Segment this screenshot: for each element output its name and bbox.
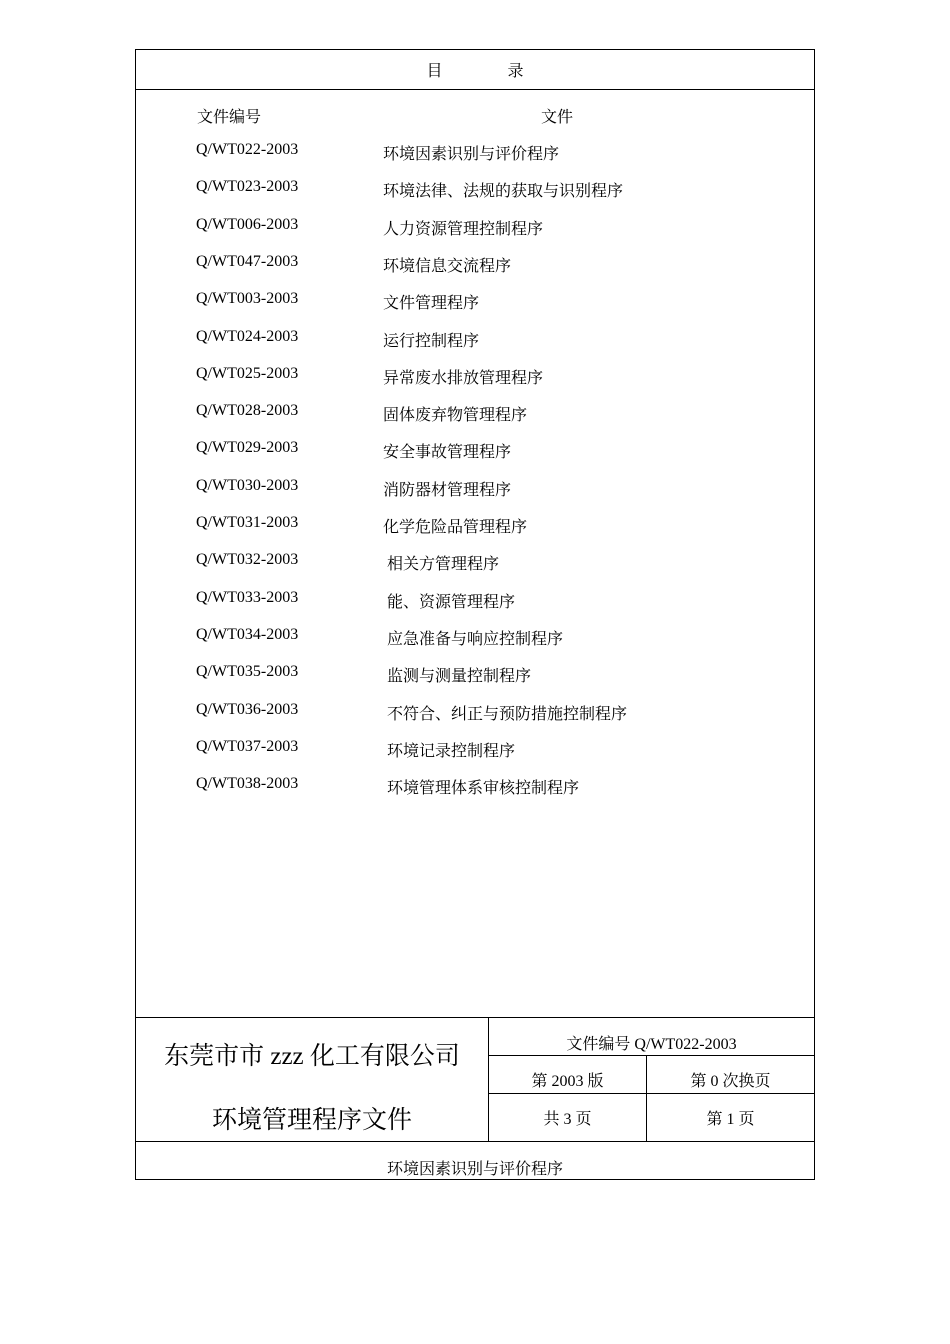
toc-row bbox=[136, 551, 814, 575]
toc-row-code: Q/WT036-2003 bbox=[196, 700, 299, 718]
document-type: 环境管理程序文件 bbox=[211, 1107, 412, 1134]
column-header-code: 文件编号 bbox=[197, 109, 262, 126]
toc-row bbox=[136, 738, 814, 762]
toc-row-code: Q/WT003-2003 bbox=[196, 290, 299, 308]
toc-row-name: 环境因素识别与评价程序 bbox=[383, 146, 560, 163]
company-block bbox=[136, 1018, 489, 1141]
toc-row-name: 能、资源管理程序 bbox=[387, 593, 516, 611]
toc-row-name: 环境信息交流程序 bbox=[383, 257, 512, 275]
toc-row-code: Q/WT034-2003 bbox=[196, 625, 299, 643]
toc-row-code: Q/WT030-2003 bbox=[196, 476, 299, 494]
pages-row bbox=[489, 1094, 814, 1141]
toc-row-code: Q/WT033-2003 bbox=[196, 588, 299, 606]
toc-row-code: Q/WT029-2003 bbox=[196, 439, 299, 457]
toc-row-code: Q/WT038-2003 bbox=[196, 775, 299, 793]
toc-row-name: 监测与测量控制程序 bbox=[387, 668, 532, 686]
toc-row bbox=[136, 663, 814, 687]
document-number: 文件编号 Q/WT022-2003 bbox=[489, 1018, 814, 1056]
toc-title-right: 录 bbox=[507, 63, 524, 80]
toc-row-name: 固体废弃物管理程序 bbox=[383, 407, 528, 425]
toc-row-name: 环境法律、法规的获取与识别程序 bbox=[383, 183, 624, 201]
toc-row-code: Q/WT023-2003 bbox=[196, 178, 299, 196]
toc-title-left: 目 bbox=[426, 63, 443, 80]
toc-row-name: 文件管理程序 bbox=[383, 295, 480, 313]
toc-row-name: 运行控制程序 bbox=[383, 332, 480, 350]
toc-row-code: Q/WT047-2003 bbox=[196, 252, 299, 270]
toc-row-code: Q/WT025-2003 bbox=[196, 364, 299, 382]
toc-row bbox=[136, 477, 814, 501]
document-info bbox=[489, 1018, 814, 1141]
toc-row bbox=[136, 290, 814, 314]
toc-row-code: Q/WT028-2003 bbox=[196, 402, 299, 420]
company-name: 东莞市市 zzz 化工有限公司 bbox=[164, 1043, 460, 1070]
toc-row-name: 不符合、纠正与预防措施控制程序 bbox=[387, 705, 628, 723]
toc-row-name: 人力资源管理控制程序 bbox=[383, 220, 544, 238]
document-frame bbox=[135, 49, 815, 1180]
toc-row bbox=[136, 365, 814, 389]
toc-row-code: Q/WT006-2003 bbox=[196, 215, 299, 233]
toc-row-code: Q/WT022-2003 bbox=[196, 141, 299, 158]
procedure-title: 环境因素识别与评价程序 bbox=[386, 1161, 563, 1178]
toc-row bbox=[136, 439, 814, 463]
page-number: 第 1 页 bbox=[706, 1111, 755, 1128]
toc-row bbox=[136, 589, 814, 613]
toc-row-code: Q/WT035-2003 bbox=[196, 663, 299, 681]
toc-row-code: Q/WT032-2003 bbox=[196, 551, 299, 569]
toc-row bbox=[136, 626, 814, 650]
toc-title bbox=[136, 50, 814, 90]
toc-row-name: 化学危险品管理程序 bbox=[383, 519, 528, 536]
toc-row-name: 相关方管理程序 bbox=[387, 556, 500, 574]
toc-row bbox=[136, 701, 814, 725]
toc-row-code: Q/WT024-2003 bbox=[196, 327, 299, 345]
toc-row bbox=[136, 178, 814, 202]
toc-row-name: 应急准备与响应控制程序 bbox=[387, 630, 564, 648]
toc-row bbox=[136, 402, 814, 426]
edition-row bbox=[489, 1056, 814, 1094]
toc-row-code: Q/WT037-2003 bbox=[196, 737, 299, 755]
toc-row-name: 环境记录控制程序 bbox=[387, 742, 516, 760]
toc-row bbox=[136, 216, 814, 240]
toc-row bbox=[136, 253, 814, 277]
toc-row bbox=[136, 775, 814, 799]
edition: 第 2003 版 bbox=[489, 1056, 647, 1093]
toc-row-code: Q/WT031-2003 bbox=[196, 514, 299, 531]
footer-header bbox=[136, 1017, 814, 1142]
revision: 第 0 次换页 bbox=[690, 1073, 771, 1090]
total-pages: 共 3 页 bbox=[489, 1094, 647, 1141]
column-header-document: 文件 bbox=[541, 109, 574, 126]
toc-row-name: 安全事故管理程序 bbox=[383, 444, 512, 462]
toc-row bbox=[136, 328, 814, 352]
toc-row bbox=[136, 514, 814, 538]
toc-row-name: 异常废水排放管理程序 bbox=[383, 369, 544, 387]
toc-row-name: 环境管理体系审核控制程序 bbox=[387, 780, 580, 798]
toc-row bbox=[136, 141, 814, 165]
toc-row-name: 消防器材管理程序 bbox=[383, 481, 512, 499]
